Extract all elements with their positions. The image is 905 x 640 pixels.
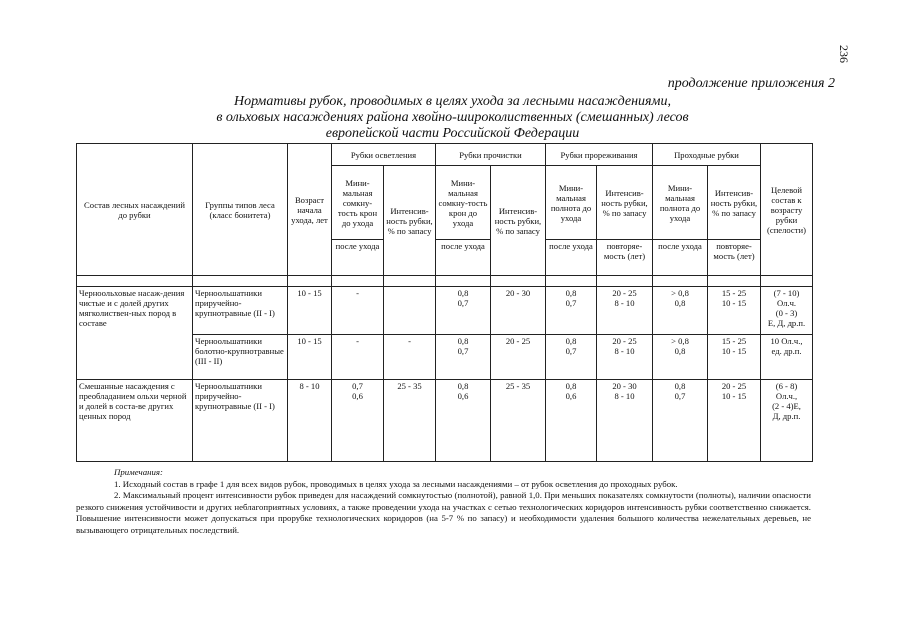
header-composition: Состав лесных насаждений до рубки xyxy=(77,144,193,276)
cell-thinning-min: 0,8 0,6 xyxy=(436,380,491,462)
cell-thinning2-repeat: 20 - 25 8 - 10 xyxy=(597,287,653,335)
cell-thinning2-repeat: 20 - 25 8 - 10 xyxy=(597,335,653,380)
cell-passage-min: > 0,8 0,8 xyxy=(653,287,708,335)
header-thinning2-intensity: Интенсив-ность рубки, % по запасу xyxy=(597,166,653,240)
header-cleaning-after: после ухода xyxy=(332,240,384,276)
cell-age: 8 - 10 xyxy=(288,380,332,462)
title-line-1: Нормативы рубок, проводимых в целях ухода за лесными насаждениями, xyxy=(234,94,671,109)
header-thinning2-min: Мини-мальная полнота до ухода xyxy=(546,166,597,240)
cell-thinning-intensity: 20 - 25 xyxy=(491,335,546,380)
header-target: Целевой состав к возрасту рубки (спелости) xyxy=(761,144,813,276)
spacer-cell xyxy=(653,276,708,287)
cell-thinning2-min: 0,8 0,7 xyxy=(546,287,597,335)
note-2: 2. Максимальный процент интенсивности рубок приведен для насаждений сомкнутостью (полнотой), равной 1,0. При меньших показателях сомкнутости (полноты), наличии опасности резкого снижения устойчивости и других неблагоприятных условиях, а также проведении ухода на участках с сетью технологических коридоров интенсивность рубки соответственно снижается. Повышение интенсивности может допускаться при прорубке технологических коридоров (на 5-7 % по запасу) и необходимости удаления большого количества нежелательных деревьев, не вызывающего отрицательных последствий. xyxy=(76,490,811,535)
spacer-cell xyxy=(332,276,384,287)
header-thinning-after: после ухода xyxy=(436,240,491,276)
cell-target: (6 - 8) Ол.ч., (2 - 4)Е, Д, др.п. xyxy=(761,380,813,462)
cell-thinning-intensity: 20 - 30 xyxy=(491,287,546,335)
cell-thinning-intensity: 25 - 35 xyxy=(491,380,546,462)
continuation-note: продолжение приложения 2 xyxy=(667,76,835,91)
notes xyxy=(76,467,811,537)
cell-thinning2-min: 0,8 0,6 xyxy=(546,380,597,462)
cell-thinning2-min: 0,8 0,7 xyxy=(546,335,597,380)
cell-group: Черноольшатники приручейно-крупнотравные (II - I) xyxy=(193,287,288,335)
cell-group: Черноольшатники болотно-крупнотравные (III - II) xyxy=(193,335,288,380)
spacer-cell xyxy=(491,276,546,287)
spacer-cell xyxy=(761,276,813,287)
header-thinning2: Рубки прореживания xyxy=(546,144,653,166)
note-1: 1. Исходный состав в графе 1 для всех видов рубок, проводимых в целях ухода за лесными насаждениями – от рубок осветления до проходных рубок. xyxy=(114,478,678,489)
header-passage: Проходные рубки xyxy=(653,144,761,166)
cell-thinning2-repeat: 20 - 30 8 - 10 xyxy=(597,380,653,462)
header-forest-groups: Группы типов леса (класс бонитета) xyxy=(193,144,288,276)
cell-passage-min: > 0,8 0,8 xyxy=(653,335,708,380)
header-passage-repeat: повторяе-мость (лет) xyxy=(708,240,761,276)
cell-target: 10 Ол.ч., ед. др.п. xyxy=(761,335,813,380)
spacer-cell xyxy=(384,276,436,287)
table-row xyxy=(77,287,813,335)
header-cleaning: Рубки осветления xyxy=(332,144,436,166)
table-row xyxy=(77,380,813,462)
header-thinning-min: Мини-мальная сомкну-тость крон до ухода xyxy=(436,166,491,240)
cell-passage-repeat: 20 - 25 10 - 15 xyxy=(708,380,761,462)
spacer-cell xyxy=(597,276,653,287)
header-thinning2-repeat: повторяе-мость (лет) xyxy=(597,240,653,276)
spacer-cell xyxy=(708,276,761,287)
notes-heading: Примечания: xyxy=(114,467,163,477)
cell-passage-repeat: 15 - 25 10 - 15 xyxy=(708,287,761,335)
cell-cleaning-min: - xyxy=(332,335,384,380)
title-line-2: в ольховых насаждениях района хвойно-широколиственных (смешанных) лесов xyxy=(216,110,689,125)
cell-thinning-min: 0,8 0,7 xyxy=(436,335,491,380)
cell-cleaning-intensity: - xyxy=(384,335,436,380)
norms-table xyxy=(76,143,813,462)
spacer-cell xyxy=(288,276,332,287)
title-line-3: европейской части Российской Федерации xyxy=(325,126,580,141)
cell-age: 10 - 15 xyxy=(288,287,332,335)
spacer-cell xyxy=(77,276,193,287)
cell-cleaning-min: 0,7 0,6 xyxy=(332,380,384,462)
spacer-cell xyxy=(193,276,288,287)
header-passage-after: после ухода xyxy=(653,240,708,276)
header-passage-intensity: Интенсив-ность рубки, % по запасу xyxy=(708,166,761,240)
cell-target: (7 - 10) Ол.ч. (0 - 3) Е, Д, др.п. xyxy=(761,287,813,335)
cell-passage-repeat: 15 - 25 10 - 15 xyxy=(708,335,761,380)
cell-group: Черноольшатники приручейно-крупнотравные (II - I) xyxy=(193,380,288,462)
cell-cleaning-intensity: 25 - 35 xyxy=(384,380,436,462)
header-passage-min: Мини-мальная полнота до ухода xyxy=(653,166,708,240)
header-cleaning-intensity: Интенсив-ность рубки, % по запасу xyxy=(384,166,436,276)
header-cleaning-min: Мини-мальная сомкну-тость крон до ухода xyxy=(332,166,384,240)
header-thinning: Рубки прочистки xyxy=(436,144,546,166)
header-age: Возраст начала ухода, лет xyxy=(288,144,332,276)
header-thinning2-after: после ухода xyxy=(546,240,597,276)
page-number: 236 xyxy=(837,45,851,63)
spacer-cell xyxy=(436,276,491,287)
cell-age: 10 - 15 xyxy=(288,335,332,380)
cell-composition: Черноольховые насаж-дения чистые и с долей других мягколиствен-ных пород в составе xyxy=(77,287,193,380)
cell-cleaning-intensity xyxy=(384,287,436,335)
cell-cleaning-min: - xyxy=(332,287,384,335)
spacer-cell xyxy=(546,276,597,287)
header-thinning-intensity: Интенсив-ность рубки, % по запасу xyxy=(491,166,546,276)
cell-passage-min: 0,8 0,7 xyxy=(653,380,708,462)
cell-thinning-min: 0,8 0,7 xyxy=(436,287,491,335)
cell-composition: Смешанные насаждения с преобладанием ольхи черной и долей в соста-ве других ценных пород xyxy=(77,380,193,462)
